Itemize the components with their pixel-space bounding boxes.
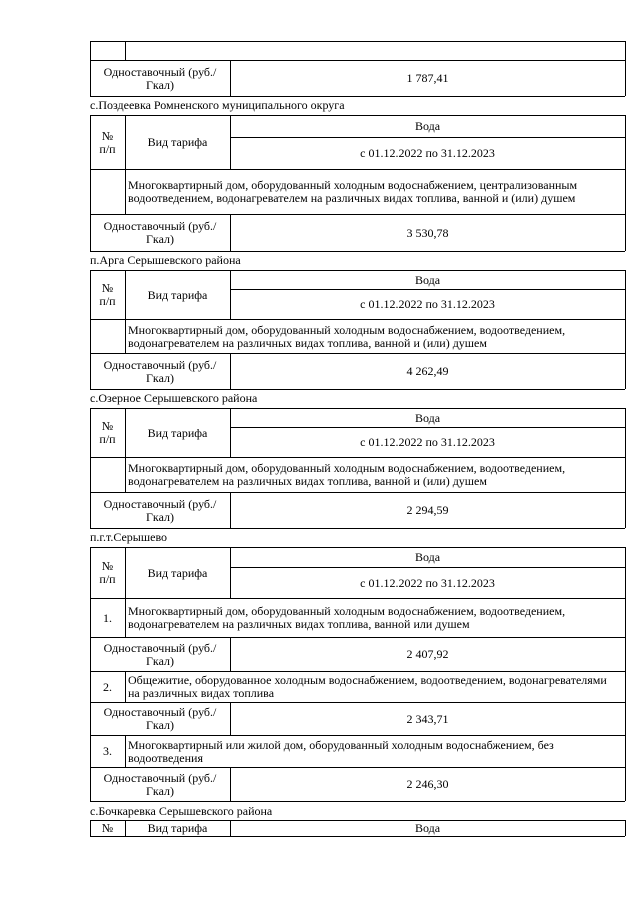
period-header: с 01.12.2022 по 31.12.2023 — [360, 297, 495, 311]
housing-description: Многоквартирный или жилой дом, оборудованный холодным водоснабжением, без водоотведения — [128, 737, 554, 765]
rate-label: Одноставочный (руб./Гкал) — [103, 219, 217, 246]
rate-value: 2 343,71 — [406, 711, 449, 726]
rate-value: 2 407,92 — [406, 647, 449, 661]
column-header-tariff-type: Вид тарифа — [147, 821, 208, 835]
row-number — [90, 320, 125, 353]
column-header-num: № п/п — [99, 281, 116, 308]
column-header-tariff-type: Вид тарифа — [147, 425, 208, 440]
rate-value: 4 262,49 — [406, 364, 449, 378]
rate-label: Одноставочный (руб./Гкал) — [103, 770, 217, 798]
column-header-water: Вода — [414, 821, 441, 835]
column-header-tariff-type: Вид тарифа — [147, 135, 208, 149]
column-header-tariff-type: Вид тарифа — [147, 287, 208, 302]
column-header-tariff-type: Вид тарифа — [147, 565, 208, 580]
column-header-num: № п/п — [99, 419, 116, 446]
row-number — [90, 170, 125, 214]
column-header-num: № п/п — [99, 559, 116, 586]
housing-description: Многоквартирный дом, оборудованный холодным водоснабжением, централизованным водоотведением, водонагревателем на различных видах топлива, ванной и (или) душем — [128, 178, 578, 205]
column-header-water: Вода — [414, 550, 441, 564]
column-header-num: № п/п — [99, 128, 116, 156]
housing-description: Многоквартирный дом, оборудованный холодным водоснабжением, водоотведением, водонагревателем на различных видах топлива, ванной и (или) душем — [128, 461, 566, 488]
section-place-title: с.Поздеевка Ромненского муниципального округа — [90, 98, 345, 112]
section-place-title: с.Озерное Серышевского района — [90, 391, 258, 405]
section-place-title: п.Арга Серышевского района — [90, 253, 241, 267]
housing-description: Многоквартирный дом, оборудованный холодным водоснабжением, водоотведением, водонагревателем на различных видах топлива, ванной или душем — [128, 604, 566, 631]
rate-value: 2 294,59 — [406, 503, 449, 517]
row-number — [90, 458, 125, 492]
column-header-num: № — [101, 821, 114, 835]
housing-description: Общежитие, оборудованное холодным водоснабжением, водоотведением, водонагревателями на различных видах топлива — [128, 673, 607, 700]
column-header-water: Вода — [414, 272, 441, 287]
rate-value: 1 787,41 — [406, 71, 449, 85]
housing-description: Многоквартирный дом, оборудованный холодным водоснабжением, водоотведением, водонагревателем на различных видах топлива, ванной и (или) душем — [128, 322, 566, 350]
row-number: 2. — [103, 679, 112, 694]
rate-label: Одноставочный (руб./Гкал) — [103, 640, 217, 668]
rate-label: Одноставочный (руб./Гкал) — [103, 705, 217, 732]
rate-label: Одноставочный (руб./Гкал) — [103, 64, 217, 92]
rate-label: Одноставочный (руб./Гкал) — [103, 496, 217, 524]
period-header: с 01.12.2022 по 31.12.2023 — [360, 435, 495, 449]
column-header-water: Вода — [414, 119, 441, 133]
section-place-title: п.г.т.Серышево — [90, 530, 168, 544]
period-header: с 01.12.2022 по 31.12.2023 — [360, 146, 495, 160]
section-place-title: с.Бочкаревка Серышевского района — [90, 804, 273, 818]
period-header: с 01.12.2022 по 31.12.2023 — [360, 575, 495, 590]
rate-value: 3 530,78 — [406, 225, 449, 240]
row-number: 3. — [103, 744, 112, 758]
rate-value: 2 246,30 — [406, 777, 449, 791]
column-header-water: Вода — [414, 410, 441, 425]
rate-label: Одноставочный (руб./Гкал) — [103, 357, 217, 385]
row-number: 1. — [103, 610, 112, 625]
